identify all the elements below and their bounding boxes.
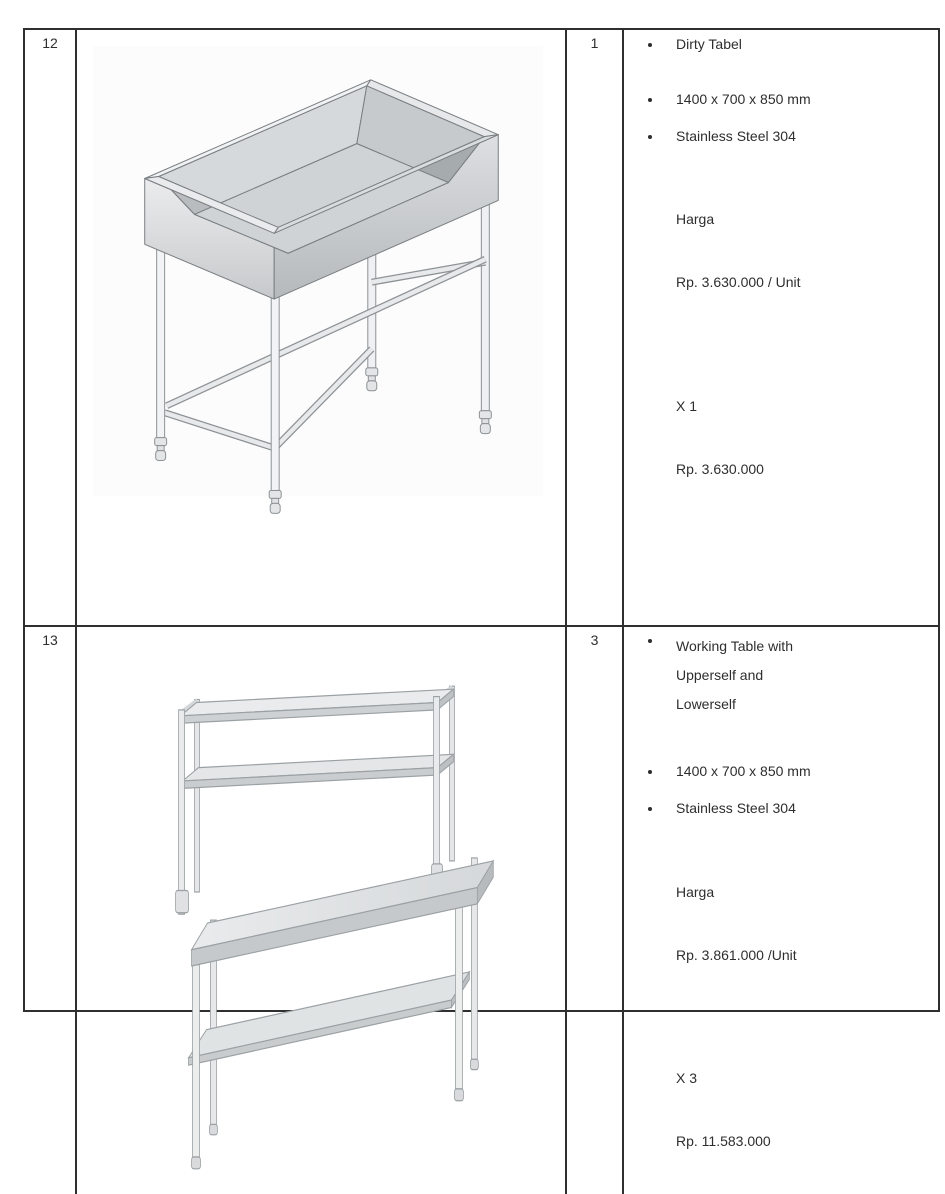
product-image-cell [77, 30, 567, 627]
item-number-cell [25, 627, 77, 1194]
total-price: Rp. 11.583.000 [676, 1133, 771, 1149]
price-label: Harga [676, 211, 715, 227]
bullet-icon [648, 639, 652, 643]
price-per-unit: Rp. 3.861.000 /Unit [676, 947, 797, 963]
product-quotation-table [23, 28, 940, 1149]
bullet-icon [648, 807, 652, 811]
quantity-value: 3 [590, 632, 599, 648]
spec-dimensions-item [624, 763, 930, 779]
working-table-image [77, 627, 565, 1194]
bullet-icon [648, 98, 652, 102]
description-cell [624, 627, 938, 1194]
item-number: 12 [42, 35, 58, 51]
spec-material: Stainless Steel 304 [676, 128, 796, 144]
spec-dimensions: 1400 x 700 x 850 mm [676, 763, 811, 779]
bullet-icon [648, 770, 652, 774]
quantity-multiplier: X 3 [676, 1070, 698, 1086]
quantity-cell [567, 627, 624, 1194]
quantity-value: 1 [590, 35, 599, 51]
total-price: Rp. 3.630.000 [676, 461, 764, 477]
item-number-cell [25, 30, 77, 627]
product-name-item [624, 36, 930, 52]
product-name: Working Table with Upperself and Lowerself [676, 638, 793, 712]
spec-dimensions: 1400 x 700 x 850 mm [676, 91, 811, 107]
quantity-multiplier: X 1 [676, 398, 698, 414]
product-name: Dirty Tabel [676, 36, 742, 52]
spec-material-item [624, 800, 930, 816]
price-per-unit: Rp. 3.630.000 / Unit [676, 274, 801, 290]
total-block [676, 354, 930, 522]
item-number: 13 [42, 632, 58, 648]
total-block [676, 1026, 930, 1194]
bullet-icon [648, 135, 652, 139]
bullet-icon [648, 43, 652, 47]
price-label: Harga [676, 884, 715, 900]
spec-material-item [624, 128, 930, 144]
spec-dimensions-item [624, 91, 930, 107]
quantity-cell [567, 30, 624, 627]
price-block [676, 167, 930, 335]
description-cell [624, 30, 938, 627]
product-name-item [624, 632, 930, 719]
dirty-table-image [77, 30, 565, 625]
price-block [676, 840, 930, 1008]
product-image-cell [77, 627, 567, 1194]
spec-material: Stainless Steel 304 [676, 800, 796, 816]
